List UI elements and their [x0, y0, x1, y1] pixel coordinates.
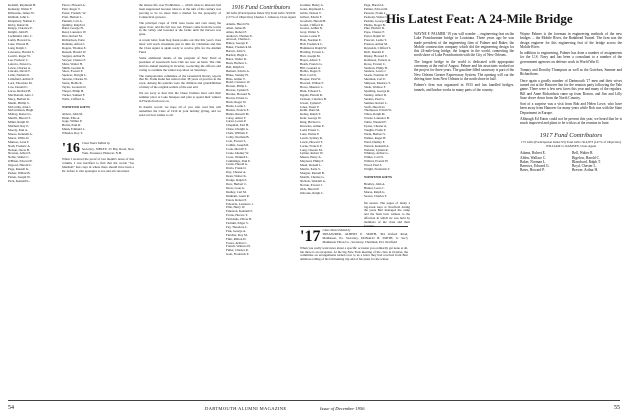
contributor-name: Knapp, Clarence E. — [8, 26, 33, 31]
contributor-name: Noble, Walter C. — [8, 155, 30, 160]
contributor-name: Pope, Chester F. — [364, 30, 385, 35]
contributor-name: Sargent, Arthur B. — [62, 53, 86, 58]
class-note-paragraph: Tommy and Dorothy Thompson as well as the Gotelsen, Sumner and Richardsons. — [520, 68, 622, 77]
contributor-name: Shaw, Walter H. — [62, 61, 83, 66]
contributor-name: Burton, Francis E. — [226, 107, 250, 112]
contributor-name: Bliss, Arthur T. — [226, 76, 246, 81]
contributor-name: Bates, Howard P. — [520, 168, 545, 173]
contributor-name: Lefevre, Ernest G. — [8, 61, 32, 66]
contributor-name: Tilton, Ralph M. — [364, 112, 386, 117]
contributor-name: Adams, Robert E. — [520, 151, 546, 156]
contributor-name: Newton, Albert E. — [8, 151, 32, 156]
contributor-name: Crane, Dudley W. — [226, 150, 249, 155]
class-note-paragraph: Sort of a surprise was a visit from Bob and Helen Lowe, who have been away from Hanover for many years while Bob was with the State Department in Europe. — [520, 102, 622, 115]
class-17-officers: TREASURER, ALBERT E. SMITH, 304 Oxford Road, Manhasset, Pa. Secretary, DONALD B. SMITH, Jr. Sec'y Manhasset Tilton Co., Secretary, Chairman, P.O. Newfield — [322, 231, 408, 244]
contributor-name: Stanley, Albert D. — [364, 92, 387, 97]
nonfund-list — [364, 183, 410, 199]
contributor-name: Wade, Herbert S. — [364, 131, 386, 136]
contributor-name: Nichols, Wendell A. — [300, 178, 326, 183]
contributor-name: Cook, Merrill T. — [226, 146, 247, 151]
contributor-name: Howe, Maurice L. — [300, 85, 324, 90]
footer-rule — [8, 400, 620, 401]
contributor-name: Preston, Arthur M. — [364, 42, 388, 47]
contributor-list — [62, 4, 134, 102]
contributor-name: Robinson, Francis A. — [364, 57, 391, 62]
article-paragraph: In addition to engineering, Palmer has done a number of assignments for the U.S. Navy and has been a consultant to a number of the government agencies on defense work in World War II. — [520, 51, 622, 64]
contributor-name: Baker, Norman L. — [520, 159, 547, 164]
contributor-name: Brewer, Arthur H. — [572, 168, 599, 173]
contributor-name: Spencer, Dwight L. — [62, 73, 87, 78]
contributor-name: Wilder, Carl N. — [364, 155, 384, 160]
contributor-name: Palmer, Edward R. — [364, 6, 389, 11]
contributor-name: Bell, Ralph D. — [226, 64, 245, 69]
contributor-name: Munroe, Leon F. — [8, 139, 30, 144]
contributor-name: Slade, Wallace F. — [364, 85, 386, 90]
contributor-name: Fairbanks, Oliver B. — [226, 217, 253, 222]
contributor-name: Knowles, Arthur E. — [300, 124, 325, 129]
contributor-name: Webster, Lyman R. — [364, 147, 389, 152]
contributor-name: Fay, Theodore L. — [226, 224, 248, 229]
contributor-name: Colby, Norman B. — [226, 135, 250, 140]
contributor-name: Putnam, Carl A. — [62, 18, 83, 23]
class-17-text: When you really want news about a specific occasion you ordinarily get none at all, but there is an exception. At the big New York meeting of the class in October, the committee on arrangements turned over to us a letter they had received from Bert Ambrose telling of his fall hunting trip and of his plans for the winter. — [300, 245, 408, 262]
contributor-name: Carey, Albert F. — [226, 115, 247, 120]
contributor-name: Eaton, Robert P. — [226, 197, 247, 202]
contributor-name: Mason, Harry A. — [300, 155, 322, 160]
contributor-name: Pratt, Herbert L. — [62, 14, 83, 19]
fund-17-title: 1917 Fund Contributors — [539, 131, 603, 139]
contributor-name: Rich, Donald P. — [364, 49, 385, 54]
contributor-name: Russell, Harold W. — [62, 49, 87, 54]
contributor-name: Drew, Leon A. — [226, 185, 245, 190]
contributor-name: Long, Chester M. — [300, 147, 323, 152]
contributor-name: Whitney, Arthur G. — [364, 151, 389, 156]
contributor-name: O'Brien, Edward P. — [8, 159, 33, 164]
contributor-list — [300, 4, 360, 195]
contributor-name: Cross, Wendell L. — [226, 154, 249, 159]
class-note-paragraph: We are sorry to hear that the Chase brothers have sold their summer place at Lake Sunapee and plan to spend their winters in Florida from now on. — [139, 91, 221, 103]
contributor-name: Harding, Everett L. — [300, 49, 325, 54]
nonfund-name: Harris, Paul R. — [62, 123, 81, 128]
contributor-name: Merritt, Earle S. — [300, 167, 321, 172]
contributor-name: Porter, Ralph W. — [364, 34, 386, 39]
nonfund-name: Seaver, Charles T. — [364, 193, 388, 198]
contributor-name: Bates, Walter R. — [226, 56, 247, 61]
contributor-name: Warren, Kenneth A. — [364, 143, 390, 148]
contributor-name: Graves, Arthur N. — [300, 26, 323, 31]
contributor-name: Sawyer, Chester F. — [62, 57, 86, 62]
contributor-name: Kingsbury, Nathan C. — [8, 18, 36, 23]
contributor-list — [520, 151, 568, 172]
contributor-name: Lane, Warren H. — [8, 42, 30, 47]
contributor-name: Potter, Frederic W. — [62, 10, 86, 15]
magazine-name: DARTMOUTH ALUMNI MAGAZINE — [205, 406, 287, 411]
contributor-name: Kirby, Robert R. — [8, 22, 30, 27]
contributor-name: Jones, Stuart P. — [300, 104, 320, 109]
contributor-name: Dudley, Carl M. — [226, 189, 247, 194]
nonfund-name: Abbott, John M. — [62, 111, 83, 116]
contributor-name: Hayes, Albert T. — [300, 57, 321, 62]
contributor-name: Heath, Francis G. — [300, 61, 323, 66]
contributor-name: Morse, Willis D. — [8, 135, 30, 140]
contributor-name: Kennedy, Walter F. — [8, 6, 33, 11]
contributor-name: Kimball, John C. — [8, 14, 30, 19]
contributor-name: Kendall, Raymond H. — [8, 3, 36, 7]
contributor-name: Stone, Hollis R. — [62, 81, 83, 86]
contributor-name: Ladd, Ernest C. — [300, 128, 321, 132]
nonfund-name: Bradley, John A. — [364, 181, 386, 186]
contributor-name: Jackson, Clarence B. — [300, 96, 327, 101]
contributor-name: Bowen, Philip L. — [226, 84, 248, 89]
contributor-name: Maynard, Philip F. — [300, 159, 324, 164]
contributor-name: Lucas, Richard H. — [8, 88, 32, 93]
contributor-name: Evans, Horace T. — [226, 213, 248, 218]
contributor-name: Perkins, George H. — [364, 18, 389, 23]
contributor-list — [364, 4, 410, 172]
column-1 — [8, 4, 58, 400]
nonfund-name: Dunn, Ellis A. — [62, 115, 81, 120]
contributor-name: Butler, Russell M. — [226, 111, 250, 116]
article-paragraph: Wayne Palmer is the foreman in engineering methods of the new bridges ... the Mobile River, the Bankhead Tunnel. The firm was the design engineer for this engineering feat of the bridge across the Mobile River. — [520, 32, 622, 49]
class-16-label: Class Notes Edited by — [81, 141, 110, 146]
contributor-name: Miller, Ralph W. — [8, 120, 30, 125]
contributor-name: Richardson, Earle — [62, 38, 85, 43]
contributor-name: Dunham, Grant R. — [226, 193, 250, 198]
contributor-name: Brewer, Lyman E. — [226, 88, 250, 93]
contributor-name: Allen, James B. — [226, 25, 247, 30]
nonfund-list — [62, 113, 134, 136]
fund-17-subtitle: 175 Gifts (Participation Index 93) Total Gifts: $14,873 (147% of Objective) WILLIAM G. RAMSEY, Class Agent — [521, 139, 621, 148]
contributor-name: Low, Donald C. — [8, 85, 29, 90]
contributor-name: Nash, Frederic A. — [8, 143, 31, 148]
class-note-paragraph: The principal crops of 1956 were beans and corn along the upper river, and the fall was wet. Pickers came from the towns in the valley and boarded at the farms until the harvest was gone. — [139, 20, 221, 37]
contributor-name: Kent, George W. — [300, 116, 322, 121]
class-note-paragraph: Although Ed Eaton could not be present this year, we heard that he is much improved and plans to be with us at the reunion in June. — [520, 117, 622, 126]
contributor-name: Morrill, Charles G. — [300, 174, 325, 179]
contributor-name: Lewis, Charles A. — [8, 65, 31, 70]
article-paragraph: Palmer's firm was organized in 1933 and has handled bridges, tunnels, and harbor works in many parts of the country. — [414, 83, 514, 92]
column-4 — [226, 4, 296, 400]
article-paragraph: The longest bridge in the world is dedicated with appropriate ceremony at the end of August. Palmer and his associates worked on the project for three years. The gasoline-filled causeway is part of the New Orleans Greater Expressway System. The opening will cut the driving time from New Orleans to the north shore in half. — [414, 59, 514, 81]
contributor-name: Goodwin, Harold B. — [300, 18, 327, 23]
contributor-name: Lamb, Howard G. — [8, 38, 32, 43]
page-footer — [0, 402, 628, 416]
fund-16-title: 1916 Fund Contributors — [231, 5, 291, 11]
contributor-name: Hall, Frederick C. — [300, 42, 324, 47]
contributor-name: Gale, Frederick P. — [226, 252, 249, 257]
contributor-name: Osborne, Ralph C. — [300, 190, 324, 195]
class-16-officers: Secretary, SIBLEY, 25 Bay Road, New York. Treasurer, Hanover, N.H. — [81, 147, 134, 155]
contributor-name: Kilbourne, James W. — [8, 10, 35, 15]
left-page-number: 54 — [8, 405, 14, 411]
contributor-name: Snow, Everett P. — [62, 69, 83, 74]
contributor-name: Rice, Robert M. — [62, 34, 83, 39]
contributor-name: Hooper, Paul W. — [300, 77, 321, 82]
contributor-name: McKay, Robert G. — [8, 112, 32, 117]
issue-date: Issue of December 1956 — [320, 406, 365, 411]
contributor-name: Ward, Dudley E. — [364, 139, 386, 144]
contributor-name: Peck, Kenneth L. — [8, 178, 31, 183]
contributor-name: Merrill, Harold T. — [8, 116, 31, 121]
contributor-name: Hobbs, Roger E. — [300, 69, 322, 74]
contributor-name: Lee, Frederic C. — [8, 57, 29, 62]
contributor-name: Smith, Gordon R. — [62, 65, 85, 70]
contributor-name: Little, Nathan D. — [8, 73, 30, 78]
contributor-name: Gilbert, Edwin F. — [300, 14, 323, 19]
contributor-name: Pike, Herbert D. — [364, 26, 385, 31]
contributor-name: Chase, Dwight A. — [226, 127, 249, 132]
contributor-list — [8, 4, 58, 184]
contributor-name: Cole, Everett S. — [226, 139, 247, 143]
class-note-paragraph: The transportation committee of the Greenwich Rotary reports that Dr. Frank Kenn has retired after 38 years of practice in the town. Among his patients were the children and grandchildren of many of the original settlers of the east end. — [139, 73, 221, 90]
contributor-name: Mitchell, Ray E. — [8, 124, 30, 129]
contributor-name: Baker, Frederick M. — [226, 45, 252, 50]
contributor-name: Dean, Walter K. — [226, 174, 247, 179]
contributor-name: Platt, Roger T. — [62, 6, 81, 11]
contributor-name: Parsons, Frank L. — [364, 10, 387, 15]
contributor-name: Hart, Joseph M. — [300, 53, 321, 58]
contributor-name: Lawrence, Harold S. — [8, 49, 35, 54]
contributor-name: Lachmund, Otto C. — [8, 34, 33, 39]
contributor-name: Bean, Herbert L. — [226, 60, 248, 65]
contributor-name: Curtis, Harold G. — [226, 162, 249, 167]
contributor-name: Dow, Herbert C. — [226, 181, 248, 186]
contributor-name: Lang, Ralph J. — [8, 45, 27, 50]
contributor-name: Page, Harold A. — [364, 3, 385, 7]
contributor-name: Sanborn, Philip H. — [364, 65, 388, 70]
contributor-name: Lewis, Howard T. — [300, 139, 323, 144]
contributor-name: Green, Lester P. — [300, 34, 321, 39]
class-16-number: '16 — [62, 141, 80, 157]
contributor-name: Burns, Leslie J. — [226, 103, 246, 108]
contributor-name: Taylor, Leonard O. — [62, 85, 87, 90]
contributor-name: Phelps, Roger B. — [364, 22, 386, 27]
contributor-name: Lord, Theodore M. — [8, 81, 33, 86]
class-17-notes — [300, 226, 408, 396]
contributor-name: Wright, Frederick T. — [364, 167, 390, 172]
contributor-name: Fletcher, Roy M. — [226, 232, 248, 237]
contributor-name: Ingalls, Harold R. — [300, 92, 323, 97]
contributor-name: Andrews, Thomas E. — [226, 33, 253, 38]
contributor-name: Norton, Everett J. — [300, 182, 323, 187]
contributor-name: Ripley, Howard E. — [364, 53, 388, 58]
class-16-text: When I received the proof of last month's notes of this column, I was horrified to find that the words "Joe Marshall" had crept in where there should have been a Dr. before it. Our apologies to Joe and all concerned. — [62, 156, 134, 173]
contributor-name: Rowe, Everett C. — [364, 61, 386, 66]
contributor-name: Edwards, Laurence J. — [226, 201, 254, 206]
contributor-name: Gardner, Henry A. — [300, 3, 324, 7]
article-headline: His Latest Feat: A 24-Mile Bridge — [386, 11, 573, 26]
class-note-paragraph: A recent letter from Reg Kenn points out that this year's class letter will reach classmates just in time for Christmas and that the Class Agent is again ready to receive gifts for the Alumni Fund. — [139, 38, 221, 54]
nonfund-name: Gage, Wilbur P. — [62, 119, 83, 124]
contributor-name: Bailey, George P. — [226, 41, 249, 46]
contributor-name: Buck, Roger W. — [226, 99, 247, 104]
contributor-name: Thayer, Philip H. — [62, 88, 85, 93]
contributor-name: Cummings, Paul E. — [226, 158, 251, 163]
contributor-name: Kelley, Ralph T. — [300, 112, 321, 117]
contributor-name: Bennett, Edwin A. — [226, 68, 250, 73]
contributor-name: Gray, Walter S. — [300, 30, 320, 35]
contributor-name: Macy, Herbert K. — [8, 96, 31, 101]
contributor-name: Prescott, Leslie T. — [364, 38, 387, 43]
contributor-name: Emerson, Kenneth F. — [226, 209, 253, 214]
contributor-name: Boyd, Chester L. — [572, 164, 597, 169]
contributor-name: Parker, Wilbur B. — [8, 170, 31, 175]
contributor-list — [572, 151, 620, 172]
contributor-name: Page, Russell K. — [8, 167, 30, 172]
class-16-notes — [62, 142, 134, 173]
contributor-name: Stearns, Paul G. — [364, 96, 385, 101]
contributor-name: Carter, Lewis P. — [226, 119, 247, 124]
contributor-name: Flint, Milton D. — [226, 236, 247, 241]
contributor-name: Quimby, Ralph O. — [62, 22, 86, 27]
contributor-name: Hammond, Ralph W. — [300, 45, 327, 50]
nonfund-name: Mann, Edmund L. — [62, 127, 86, 132]
contributor-name: Hunt, Edward S. — [300, 88, 322, 93]
contributor-name: McCarthy, John J. — [8, 104, 32, 109]
nonfund-name: Morse, Ralph G. — [364, 189, 386, 194]
contributor-name: Fuller, Chester R. — [226, 248, 249, 253]
right-page-number: 55 — [614, 405, 620, 411]
contributor-name: Moody, Paul A. — [8, 128, 28, 132]
article-column-a — [414, 32, 514, 396]
contributor-name: King, Herbert L. — [300, 120, 322, 125]
contributor-name: Stevens, Charles W. — [62, 77, 88, 82]
contributor-name: Brown, Ernest G. — [226, 96, 249, 101]
contributor-name: Leavitt, Roger W. — [8, 53, 31, 58]
contributor-name: Towne, Laurence B. — [364, 116, 390, 121]
contributor-name: Clark, William F. — [226, 131, 249, 136]
contributor-name: Mead, Donald L. — [300, 163, 322, 168]
contributor-name: Ames, Robert F. — [226, 29, 247, 34]
contributor-name: Barrows, Edward G. — [520, 164, 550, 169]
contributor-name: Thompson, Edwin W. — [364, 108, 392, 113]
contributor-name: Rogers, Thomas E. — [62, 45, 87, 50]
contributor-name: Holt, Carl D. — [300, 73, 317, 78]
contributor-name: Tuttle, Wendell F. — [364, 120, 387, 125]
contributor-name: Fisk, George A. — [226, 228, 247, 233]
contributor-name: Lyman, Robert W. — [300, 151, 324, 156]
contributor-name: Blake, Stanley H. — [226, 72, 249, 77]
contributor-name: Collins, Joseph R. — [226, 142, 250, 147]
contributor-name: Bartlett, Hugh C. — [226, 53, 248, 58]
contributor-name: Sanders, Lewis J. — [364, 69, 387, 74]
contributor-name: Davis, Frank O. — [226, 166, 247, 171]
nonfund-heading: NONFUND GIFTS — [62, 104, 90, 109]
contributor-name: Spalding, George R. — [364, 88, 390, 93]
contributor-name: Morgan, Russell B. — [300, 170, 325, 175]
class-17-label: Class Notes Edited by — [322, 228, 351, 232]
contributor-name: Leach, Sydney R. — [300, 135, 323, 140]
contributor-name: Sherman, Carl E. — [364, 77, 386, 82]
column-6 — [364, 3, 410, 229]
contributor-name: Rand, George H. — [62, 26, 84, 31]
class-17-number: '17 — [300, 228, 321, 245]
contributor-name: Bond, Clarence W. — [226, 80, 251, 85]
contributor-name: Knight, John H. — [8, 30, 29, 35]
fund-16-subtitle: 90 Gifts (Participation Index 93) Total Gifts: $3,932 (117% of Objective) Charles J. Johnson, Class Agent — [226, 11, 296, 19]
nonfund-heading: NONFUND GIFTS — [364, 174, 392, 179]
contributor-name: Vaughn, Frank P. — [364, 128, 386, 132]
contributor-name: Pierce, Howard A. — [62, 3, 86, 7]
contributor-name: Dodge, Ralph E. — [226, 178, 248, 183]
class-note-paragraph: the leisure life over Prohibition — which tobacco interests had been suppressed because tobacco at the turn of the century was proving to be no more than a market for the prosperity of Connecticut growers. — [139, 3, 221, 19]
contributor-name: Nelson, Oscar B. — [8, 147, 30, 152]
contributor-name: Keith, Dana M. — [300, 108, 320, 113]
column-2 — [62, 4, 134, 400]
contributor-name: Barrett, John S. — [226, 49, 246, 54]
class-note-paragraph: Some additional details of the program of New Fund as president of Greenwich Gun Club are now on hand. The club held its annual meeting in October, re-electing the officers and voting to continue the winter trap shoot on Saturdays. — [139, 55, 221, 72]
contributor-name: Lincoln, David T. — [8, 69, 31, 74]
contributor-name: Locke, Francis E. — [300, 143, 323, 148]
contributor-name: Olds, Harold P. — [300, 186, 320, 191]
contributor-name: Tucker, Samuel F. — [62, 92, 86, 97]
contributor-name: Patten, Joseph W. — [8, 174, 31, 179]
contributor-name: Day, Chester A. — [226, 170, 247, 175]
contributor-name: Moore, Kenneth A. — [8, 131, 33, 136]
contributor-name: Simpson, Maurice T. — [364, 81, 391, 86]
contributor-name: Willard, Everett H. — [364, 159, 389, 164]
contributor-name: Bigelow, Harold C. — [572, 155, 600, 160]
column-6-text: his stories. The pages of many a log-book kept at Newfield during the years Bert managed the camp and the farm bear witness to the affection in which he was held by members of the class and their families. — [364, 200, 410, 229]
contributor-name: Littlefield, Arthur P. — [8, 77, 34, 82]
nonfund-name: Wheeler, Roy T. — [62, 131, 83, 136]
contributor-name: Reynolds, Clifford S. — [364, 45, 392, 50]
contributor-name: Jewett, Lyman F. — [300, 100, 322, 105]
contributor-name: MacDonald, Alex J. — [8, 92, 34, 97]
contributor-name: Upton, Chester A. — [364, 124, 388, 129]
contributor-name: Farnum, Edgar S. — [226, 221, 249, 226]
contributor-name: Atwood, Charles L. — [226, 37, 252, 42]
contributor-name: Reed, Laurence W. — [62, 30, 87, 35]
contributor-name: Gates, Raymond L. — [300, 6, 325, 11]
column-3 — [139, 4, 221, 400]
contributor-name: Swift, Harold O. — [364, 104, 386, 109]
contributor-name: Robbins, Alfred J. — [62, 42, 86, 47]
contributor-name: Lane, Walter P. — [300, 131, 320, 136]
contributor-name: Walker, Roger H. — [364, 135, 387, 140]
contributor-list — [226, 23, 296, 257]
article-paragraph: WAYNE F. PALMER '19 you will wonder ... engineering feat on the Lake Pontchartrain bridge in Louisiana. Three years ago he was made president of the engineering firm of Palmer and Baker, the Mobile construction company which did the engineering design for this 24-mile-long bridge, the longest in the world, connecting the north shore of Lake Pontchartrain with the City of New Orleans. — [414, 32, 514, 58]
contributor-name: Osgood, Harold C. — [8, 163, 33, 168]
class-note-paragraph: In Kenn's words: we hope all of you who read this will remember the Class of 1916 in your holiday giving, and we send our best wishes to all. — [139, 104, 221, 117]
contributor-name: Foster, Arthur C. — [226, 240, 248, 245]
contributor-name: Hale, Norman E. — [300, 38, 322, 43]
class-note-paragraph: Once again a goodly number of Dartmouth '17 men and their wives turned out at the Hanover Inn for the reunion party following the Yale game. There were a few new faces this year and many of the regulars. Bill and Anne Richardson came up from Boston, and Jim and Lilly Saxe drove down from the North Country. — [520, 78, 622, 100]
contributor-name: Sumner, Robert L. — [364, 100, 388, 105]
contributor-name: Bell, Walter R. — [572, 151, 594, 156]
contributor-name: Gibbs, Nelson T. — [300, 10, 322, 15]
contributor-name: Marsh, Phillip S. — [8, 100, 30, 105]
contributor-name: Howard, Wilbur F. — [300, 81, 324, 86]
contributor-name: French, Wallace H. — [226, 244, 251, 249]
contributor-name: Peabody, Walter C. — [364, 14, 389, 19]
contributor-name: Brooks, Howard N. — [226, 92, 251, 97]
contributor-name: Adams, Harold W. — [226, 21, 250, 26]
contributor-name: Chapman, Earl H. — [226, 123, 250, 128]
contributor-name: Hill, Leonard A. — [300, 65, 321, 70]
contributor-name: Gould, Clifford R. — [300, 22, 324, 27]
contributor-name: McCutcheon, Hugh — [8, 108, 34, 113]
contributor-name: Alden, Wallace C. — [520, 155, 547, 160]
contributor-name: Blanchard, Ralph T. — [572, 159, 601, 164]
contributor-name: Ellis, Harry W. — [226, 205, 246, 210]
article-column-b — [520, 32, 622, 396]
nonfund-name: Hunter, Leon C. — [364, 185, 385, 190]
contributor-name: Wells, Clifford A. — [62, 96, 85, 101]
contributor-name: Searle, Norman W. — [364, 73, 389, 78]
contributor-name: Wood, Paul S. — [364, 163, 383, 168]
